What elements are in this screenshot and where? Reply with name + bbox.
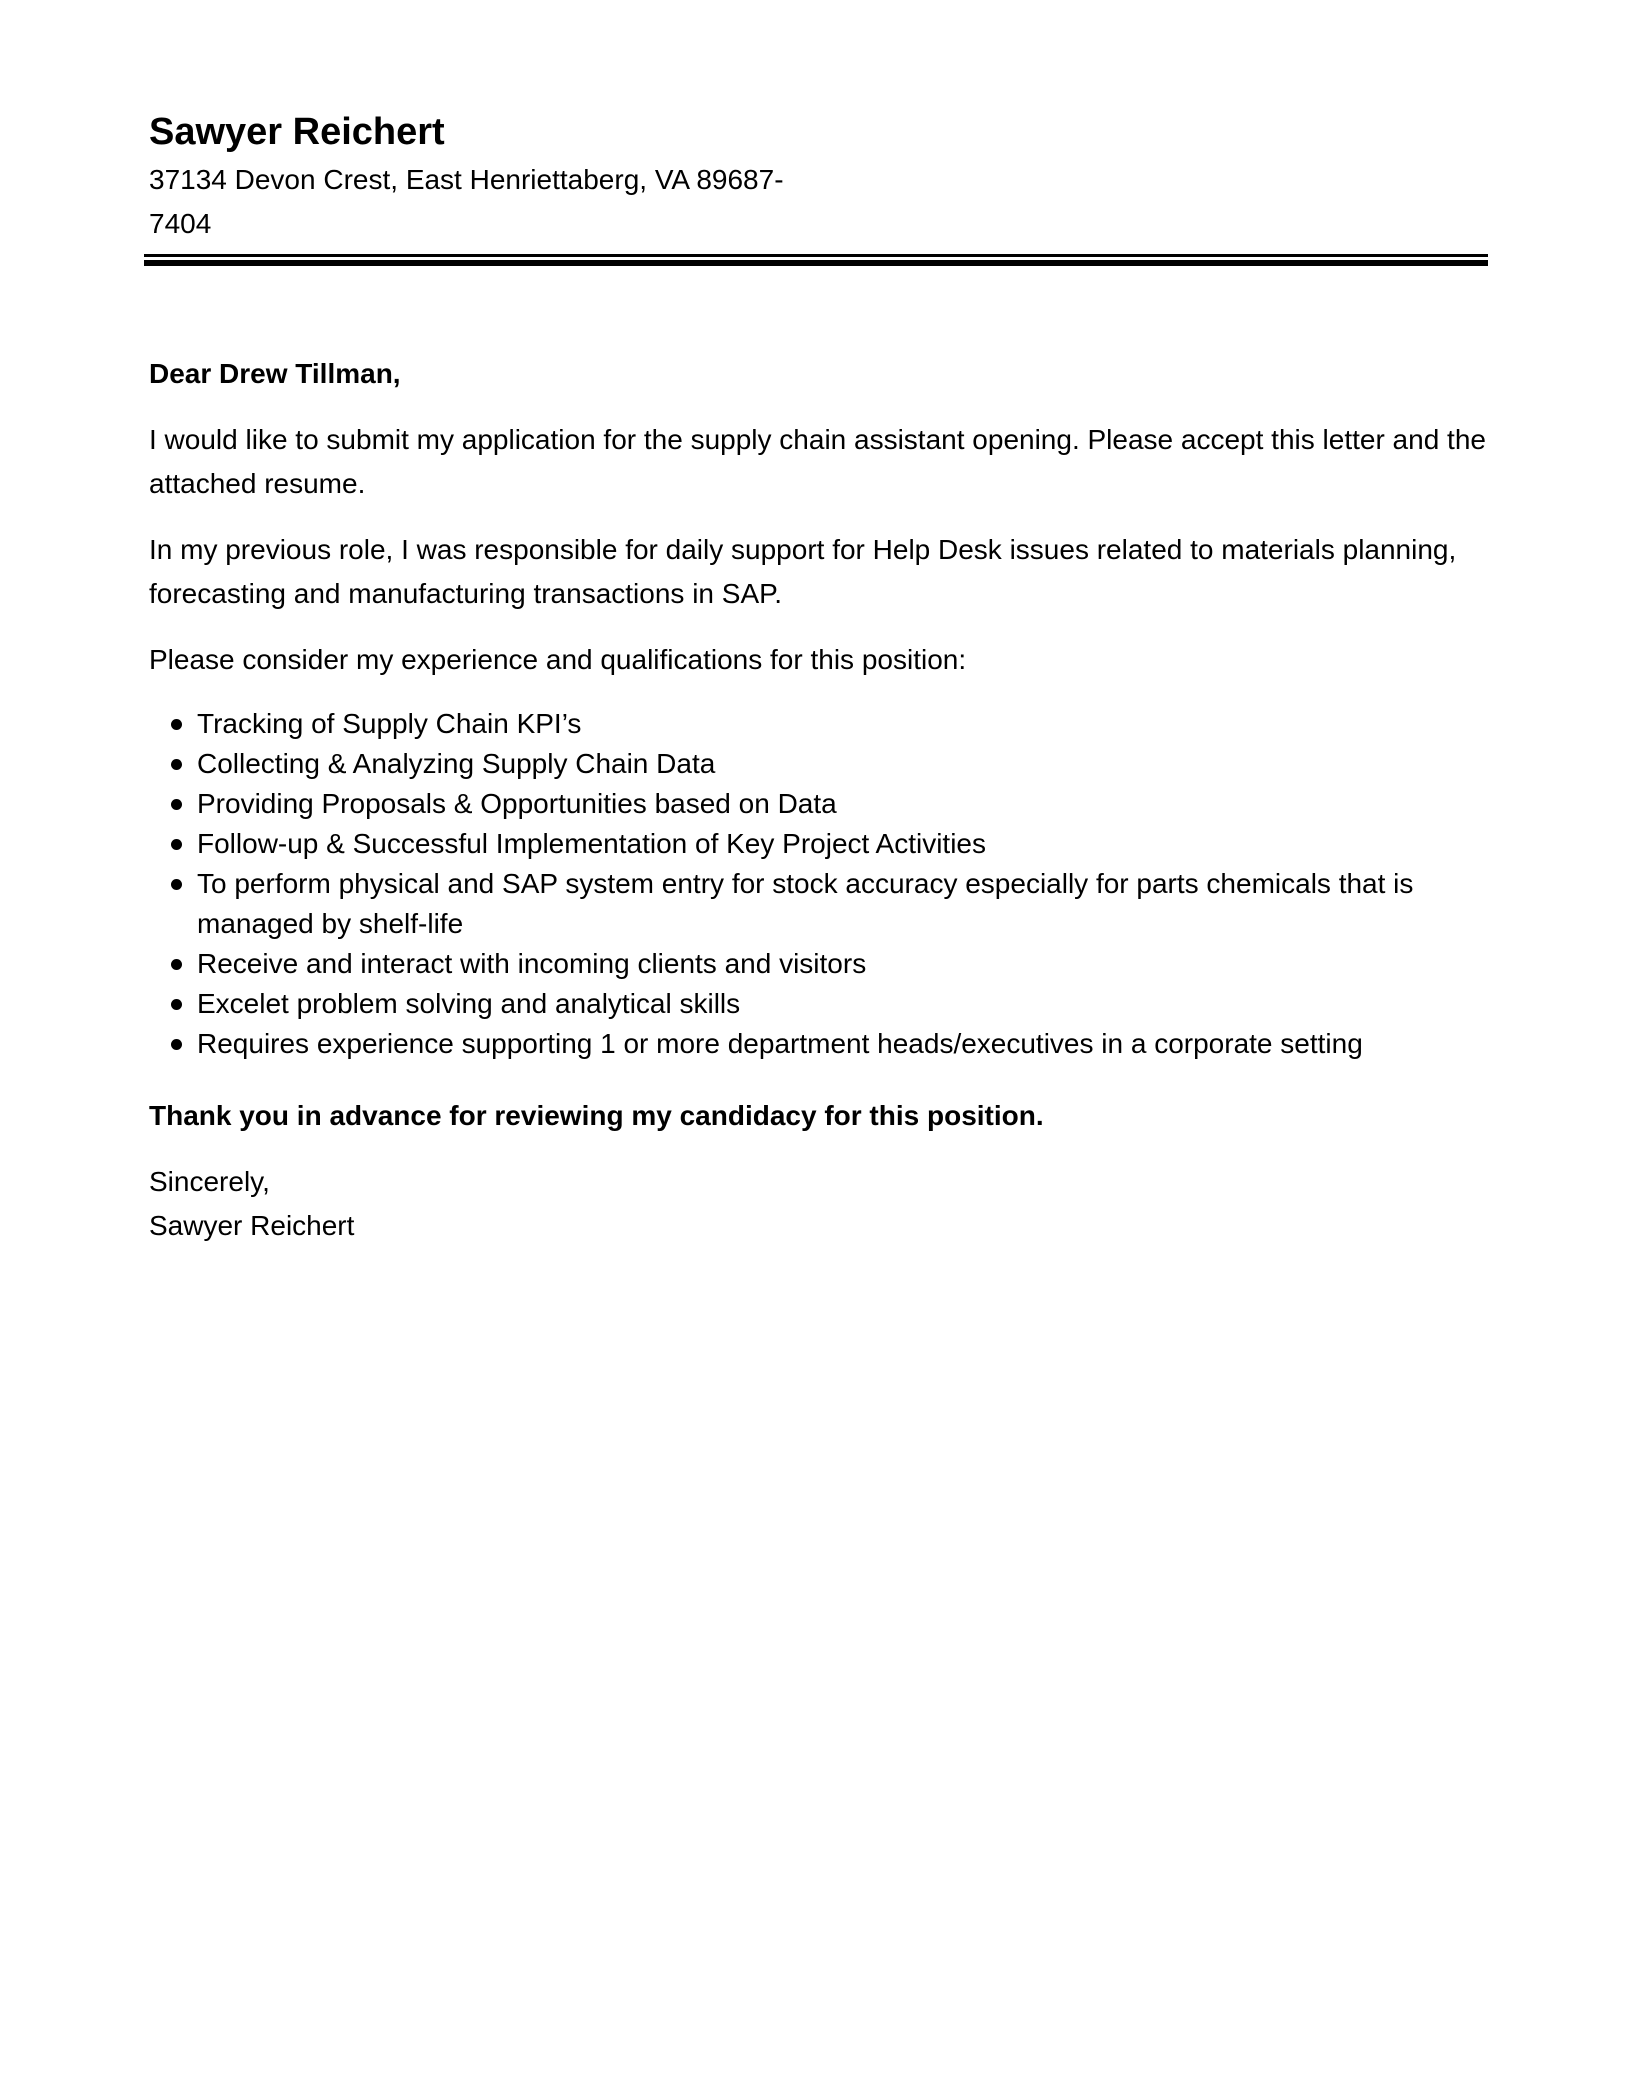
qualification-text: Providing Proposals & Opportunities based on Data [197, 788, 837, 819]
qualifications-intro: Please consider my experience and qualifications for this position: [149, 644, 967, 675]
experience-paragraph: In my previous role, I was responsible for daily support for Help Desk issues related to materials planning, forecasting and manufacturing transactions in SAP. [149, 534, 1457, 609]
bullet-icon [171, 879, 182, 890]
header-divider-thin-line [144, 254, 1488, 257]
salutation: Dear Drew Tillman, [149, 358, 401, 389]
list-item [149, 704, 1489, 744]
list-item [149, 864, 1489, 944]
closing-statement: Thank you in advance for reviewing my candidacy for this position. [149, 1100, 1044, 1131]
bullet-icon [171, 719, 182, 730]
qualification-text: Follow-up & Successful Implementation of Key Project Activities [197, 828, 987, 859]
bullet-icon [171, 759, 182, 770]
list-item [149, 984, 1489, 1024]
qualification-text: Collecting & Analyzing Supply Chain Data [197, 748, 716, 779]
bullet-icon [171, 839, 182, 850]
qualification-text: To perform physical and SAP system entry for stock accuracy especially for parts chemicals that is managed by shelf-life [197, 868, 1414, 939]
list-item [149, 1024, 1489, 1064]
bullet-icon [171, 1039, 182, 1050]
header-divider-thick-line [144, 260, 1488, 266]
qualification-text: Excelet problem solving and analytical skills [197, 988, 741, 1019]
header-divider [144, 254, 1488, 266]
qualification-text: Requires experience supporting 1 or more department heads/executives in a corporate setting [197, 1028, 1363, 1059]
bullet-icon [171, 799, 182, 810]
sender-address: 37134 Devon Crest, East Henriettaberg, VA 89687-7404 [149, 164, 784, 239]
valediction: Sincerely, [149, 1166, 270, 1197]
qualification-text: Receive and interact with incoming clients and visitors [197, 948, 867, 979]
letter-header [149, 108, 1489, 246]
bullet-icon [171, 959, 182, 970]
list-item [149, 824, 1489, 864]
sender-name: Sawyer Reichert [149, 111, 445, 153]
list-item [149, 744, 1489, 784]
list-item [149, 784, 1489, 824]
qualifications-list [149, 704, 1489, 1064]
signature-name: Sawyer Reichert [149, 1210, 355, 1241]
list-item [149, 944, 1489, 984]
intro-paragraph: I would like to submit my application for the supply chain assistant opening. Please accept this letter and the attached resume. [149, 424, 1486, 499]
qualification-text: Tracking of Supply Chain KPI’s [197, 708, 582, 739]
letter-body [149, 352, 1489, 1248]
bullet-icon [171, 999, 182, 1010]
